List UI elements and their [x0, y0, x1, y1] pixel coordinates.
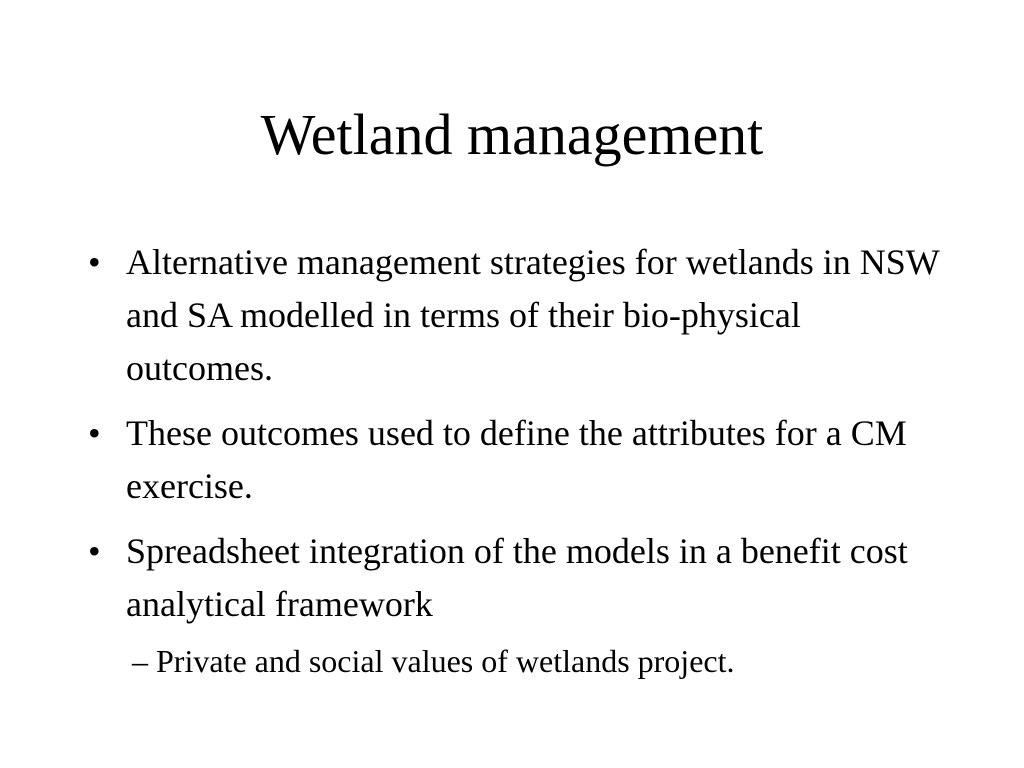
bullet-marker: • [88, 242, 101, 282]
bullet-item [88, 407, 948, 513]
sub-bullet-marker: – [132, 643, 148, 679]
slide-title: Wetland management [260, 102, 764, 167]
bullet-text: Spreadsheet integration of the models in a benefit cost analytical framework [126, 531, 908, 624]
bullet-marker: • [88, 531, 101, 571]
bullet-text: These outcomes used to define the attributes for a CM exercise. [126, 413, 907, 506]
sub-bullet-item [126, 639, 948, 683]
sub-bullet-text: Private and social values of wetlands project. [156, 643, 735, 679]
bullet-item [88, 236, 948, 395]
bullet-text: Alternative management strategies for wetlands in NSW and SA modelled in terms of their bio-physical outcomes. [126, 242, 940, 388]
sub-bullet-list [126, 639, 948, 683]
bullet-item [88, 525, 948, 683]
bullet-list [88, 236, 948, 695]
bullet-marker: • [88, 413, 101, 453]
